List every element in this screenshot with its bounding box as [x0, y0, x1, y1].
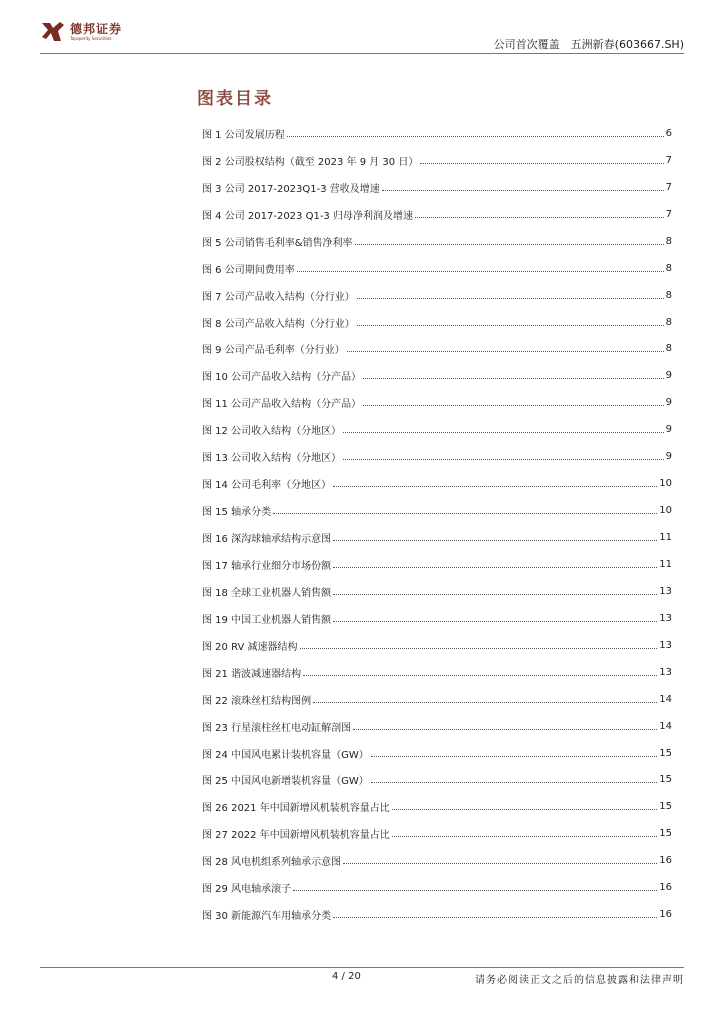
header-divider — [40, 53, 684, 54]
toc-leader-dots — [287, 136, 664, 137]
toc-leader-dots — [343, 863, 657, 864]
toc-entry-page: 9 — [665, 370, 672, 382]
toc-leader-dots — [363, 378, 664, 379]
toc-entry[interactable] — [202, 901, 672, 928]
toc-entry-page: 6 — [665, 127, 672, 139]
toc-entry-label[interactable]: 图 1 公司发展历程 — [202, 129, 285, 141]
toc-entry-label[interactable]: 图 4 公司 2017-2023 Q1-3 归母净利润及增速 — [202, 210, 413, 222]
toc-entry[interactable] — [202, 497, 672, 524]
toc-entry-label[interactable]: 图 21 谐波减速器结构 — [202, 668, 302, 680]
toc-leader-dots — [363, 405, 664, 406]
toc-leader-dots — [343, 432, 664, 433]
toc-leader-dots — [333, 567, 657, 568]
toc-entry-label[interactable]: 图 12 公司收入结构（分地区） — [202, 426, 342, 438]
toc-entry[interactable] — [202, 147, 672, 174]
toc-entry-label[interactable]: 图 25 中国风电新增装机容量（GW） — [202, 776, 369, 788]
toc-entry-label[interactable]: 图 29 风电轴承滚子 — [202, 884, 292, 896]
toc-entry-page: 9 — [665, 397, 672, 409]
toc-entry[interactable] — [202, 659, 672, 686]
toc-entry[interactable] — [202, 228, 672, 255]
toc-entry-label[interactable]: 图 24 中国风电累计装机容量（GW） — [202, 749, 369, 761]
toc-entry-page: 10 — [659, 478, 672, 490]
toc-leader-dots — [273, 513, 657, 514]
toc-entry[interactable] — [202, 767, 672, 794]
toc-leader-dots — [333, 540, 657, 541]
toc-leader-dots — [343, 459, 664, 460]
toc-entry[interactable] — [202, 632, 672, 659]
toc-leader-dots — [303, 675, 657, 676]
toc-entry-page: 7 — [665, 154, 672, 166]
toc-list — [202, 120, 672, 928]
toc-entry[interactable] — [202, 793, 672, 820]
toc-leader-dots — [300, 648, 658, 649]
toc-leader-dots — [357, 298, 664, 299]
toc-leader-dots — [313, 702, 657, 703]
toc-entry[interactable] — [202, 201, 672, 228]
toc-leader-dots — [333, 486, 657, 487]
toc-leader-dots — [420, 163, 663, 164]
toc-leader-dots — [347, 351, 664, 352]
toc-leader-dots — [333, 594, 657, 595]
toc-entry-label[interactable]: 图 5 公司销售毛利率&销售净利率 — [202, 237, 353, 249]
toc-entry-page: 13 — [659, 585, 672, 597]
toc-entry[interactable] — [202, 605, 672, 632]
toc-entry-page: 15 — [659, 774, 672, 786]
toc-entry-label[interactable]: 图 8 公司产品收入结构（分行业） — [202, 318, 355, 330]
toc-entry-page: 13 — [659, 666, 672, 678]
toc-entry[interactable] — [202, 578, 672, 605]
toc-entry[interactable] — [202, 255, 672, 282]
footer-divider — [40, 967, 684, 968]
toc-leader-dots — [357, 325, 664, 326]
toc-title: 图表目录 — [197, 89, 273, 109]
toc-entry-label[interactable]: 图 7 公司产品收入结构（分行业） — [202, 291, 355, 303]
toc-entry[interactable] — [202, 470, 672, 497]
toc-leader-dots — [333, 917, 657, 918]
toc-entry-label[interactable]: 图 28 风电机组系列轴承示意图 — [202, 857, 342, 869]
brand-name: 德邦证券 — [70, 22, 123, 36]
toc-entry-label[interactable]: 图 17 轴承行业细分市场份额 — [202, 560, 332, 572]
toc-entry[interactable] — [202, 443, 672, 470]
toc-leader-dots — [392, 836, 658, 837]
toc-entry[interactable] — [202, 416, 672, 443]
toc-entry-label[interactable]: 图 26 2021 年中国新增风机装机容量占比 — [202, 803, 390, 815]
toc-leader-dots — [415, 217, 664, 218]
toc-entry-page: 11 — [659, 558, 672, 570]
toc-leader-dots — [355, 244, 664, 245]
toc-entry-page: 9 — [665, 424, 672, 436]
report-header-title: 公司首次覆盖 五洲新春(603667.SH) — [493, 38, 684, 51]
toc-entry-label[interactable]: 图 3 公司 2017-2023Q1-3 营收及增速 — [202, 183, 380, 195]
toc-entry-page: 16 — [659, 909, 672, 921]
toc-entry-label[interactable]: 图 18 全球工业机器人销售额 — [202, 587, 332, 599]
toc-entry-page: 11 — [659, 532, 672, 544]
toc-entry-label[interactable]: 图 14 公司毛利率（分地区） — [202, 480, 332, 492]
toc-entry-page: 9 — [665, 451, 672, 463]
toc-leader-dots — [371, 782, 658, 783]
toc-entry-page: 8 — [665, 343, 672, 355]
toc-entry-page: 15 — [659, 828, 672, 840]
toc-entry-page: 14 — [659, 720, 672, 732]
toc-entry-page: 16 — [659, 855, 672, 867]
toc-entry-page: 16 — [659, 882, 672, 894]
toc-entry[interactable] — [202, 282, 672, 309]
toc-entry-label[interactable]: 图 11 公司产品收入结构（分产品） — [202, 399, 362, 411]
toc-entry[interactable] — [202, 336, 672, 363]
toc-entry[interactable] — [202, 551, 672, 578]
toc-entry-label[interactable]: 图 2 公司股权结构（截至 2023 年 9 月 30 日） — [202, 156, 419, 168]
toc-entry-page: 10 — [659, 505, 672, 517]
toc-entry-page: 15 — [659, 801, 672, 813]
toc-leader-dots — [392, 809, 658, 810]
toc-entry[interactable] — [202, 524, 672, 551]
toc-entry-page: 8 — [665, 289, 672, 301]
toc-entry[interactable] — [202, 174, 672, 201]
toc-entry[interactable] — [202, 847, 672, 874]
toc-leader-dots — [382, 190, 664, 191]
toc-entry[interactable] — [202, 874, 672, 901]
toc-leader-dots — [353, 729, 657, 730]
company-logo — [40, 18, 122, 46]
toc-entry-page: 15 — [659, 747, 672, 759]
toc-entry[interactable] — [202, 120, 672, 147]
brand-name-en: Topsperity Securities — [70, 36, 112, 41]
toc-entry-page: 7 — [665, 181, 672, 193]
toc-entry-page: 8 — [665, 235, 672, 247]
toc-entry[interactable] — [202, 686, 672, 713]
toc-leader-dots — [333, 621, 657, 622]
toc-entry-page: 13 — [659, 639, 672, 651]
toc-leader-dots — [293, 890, 657, 891]
toc-entry-label[interactable]: 图 13 公司收入结构（分地区） — [202, 453, 342, 465]
toc-entry[interactable] — [202, 713, 672, 740]
toc-entry[interactable] — [202, 362, 672, 389]
toc-entry[interactable] — [202, 389, 672, 416]
logo-icon — [40, 19, 66, 45]
toc-entry[interactable] — [202, 309, 672, 336]
toc-entry-page: 8 — [665, 316, 672, 328]
toc-entry-label[interactable]: 图 9 公司产品毛利率（分行业） — [202, 345, 345, 357]
toc-entry-label[interactable]: 图 27 2022 年中国新增风机装机容量占比 — [202, 830, 390, 842]
toc-entry[interactable] — [202, 820, 672, 847]
toc-entry-label[interactable]: 图 20 RV 减速器结构 — [202, 641, 298, 653]
toc-entry-label[interactable]: 图 23 行星滚柱丝杠电动缸解剖图 — [202, 722, 352, 734]
toc-entry-label[interactable]: 图 6 公司期间费用率 — [202, 264, 295, 276]
toc-entry-label[interactable]: 图 22 滚珠丝杠结构图例 — [202, 695, 312, 707]
toc-entry-label[interactable]: 图 16 深沟球轴承结构示意图 — [202, 534, 332, 546]
toc-entry[interactable] — [202, 740, 672, 767]
toc-entry-label[interactable]: 图 30 新能源汽车用轴承分类 — [202, 911, 332, 923]
toc-leader-dots — [371, 756, 658, 757]
footer-disclaimer: 请务必阅读正文之后的信息披露和法律声明 — [475, 975, 684, 986]
toc-entry-page: 14 — [659, 693, 672, 705]
toc-leader-dots — [297, 271, 664, 272]
toc-entry-page: 13 — [659, 612, 672, 624]
toc-entry-label[interactable]: 图 15 轴承分类 — [202, 507, 272, 519]
toc-entry-label[interactable]: 图 19 中国工业机器人销售额 — [202, 614, 332, 626]
page-number: 4 / 20 — [332, 971, 361, 982]
toc-entry-page: 8 — [665, 262, 672, 274]
toc-entry-page: 7 — [665, 208, 672, 220]
toc-entry-label[interactable]: 图 10 公司产品收入结构（分产品） — [202, 372, 362, 384]
